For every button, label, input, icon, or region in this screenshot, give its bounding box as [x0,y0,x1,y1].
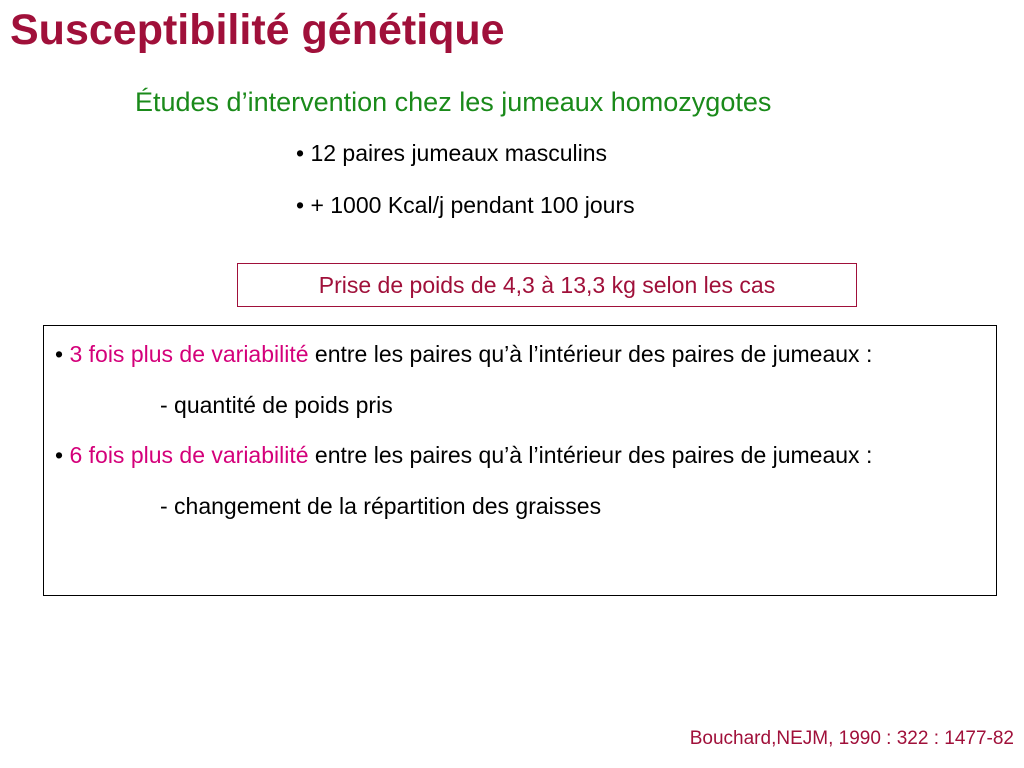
bullet-marker: • [55,341,70,367]
study-bullets [296,140,635,220]
variability-highlight-1: 3 fois plus de variabilité [69,341,309,367]
variability-details-box [43,325,997,596]
variability-text-1: entre les paires qu’à l’intérieur des paires de jumeaux : [308,341,873,367]
variability-sub-1: - quantité de poids pris [160,392,393,418]
bullet-marker: • [55,442,70,468]
bullet-pairs: • 12 paires jumeaux masculins [296,140,608,166]
weight-gain-result-box [237,263,857,307]
variability-point-1 [55,337,986,371]
variability-text-2: entre les paires qu’à l’intérieur des paires de jumeaux : [308,442,873,468]
variability-point-2 [55,438,986,472]
citation: Bouchard,NEJM, 1990 : 322 : 1477-82 [689,728,1014,749]
bullet-calories: • + 1000 Kcal/j pendant 100 jours [296,192,635,218]
weight-gain-result-text: Prise de poids de 4,3 à 13,3 kg selon les cas [318,271,776,298]
variability-highlight-2: 6 fois plus de variabilité [69,442,309,468]
slide-subtitle: Études d’intervention chez les jumeaux homozygotes [135,87,772,117]
variability-sub-2: - changement de la répartition des graisses [160,493,602,519]
slide-title: Susceptibilité génétique [10,6,505,54]
